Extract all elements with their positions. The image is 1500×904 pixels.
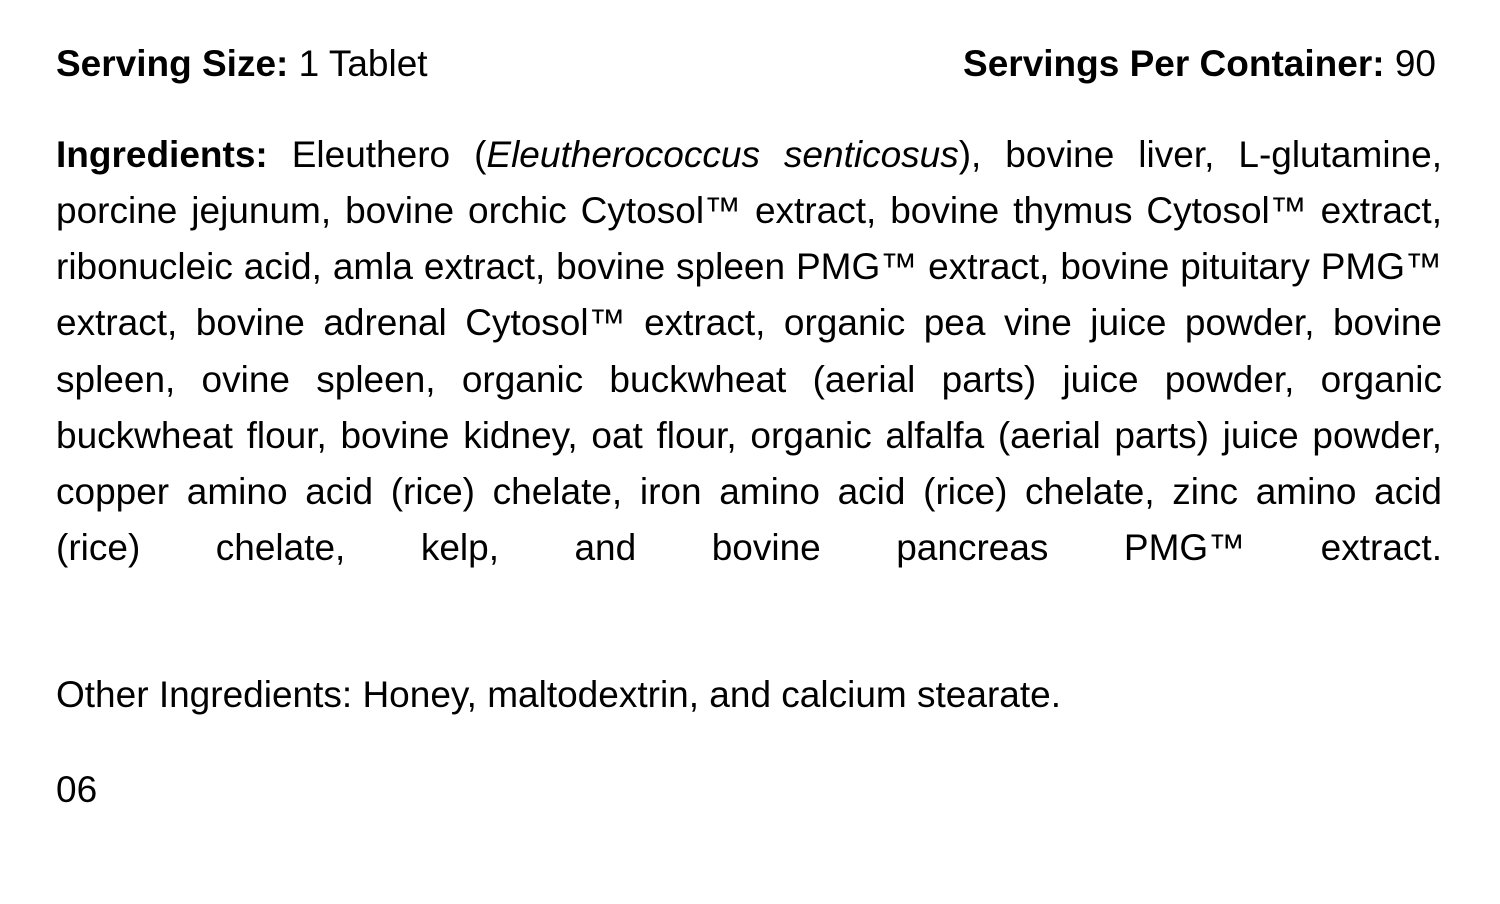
servings-per-container-value: 90	[1384, 43, 1436, 84]
serving-size	[56, 44, 428, 85]
servings-per-container	[963, 44, 1444, 85]
ingredients-text-after-scientific-name: ), bovine liver, L-glutamine, porcine jejunum, bovine orchic Cytosol™ extract, bovine thymus Cytosol™ extract, ribonucleic acid, amla extract, bovine spleen PMG™ extract, bovine pituitary PMG™ extract, bovine adrenal Cytosol™ extract, organic pea vine juice powder, bovine spleen, ovine spleen, organic buckwheat (aerial parts) juice powder, organic buckwheat flour, bovine kidney, oat flour, organic alfalfa (aerial parts) juice powder, copper amino acid (rice) chelate, iron amino acid (rice) chelate, zinc amino acid (rice) chelate, kelp, and bovine pancreas PMG™ extract.	[56, 133, 1442, 569]
ingredients-heading: Ingredients:	[56, 133, 268, 175]
ingredients-paragraph	[56, 127, 1444, 633]
serving-size-label: Serving Size:	[56, 43, 289, 84]
label-code: 06	[56, 769, 98, 811]
servings-per-container-label: Servings Per Container:	[963, 43, 1385, 84]
ingredients-text-before-scientific-name: Eleuthero (	[267, 133, 487, 175]
serving-size-value: 1 Tablet	[288, 43, 428, 84]
serving-info-row	[56, 44, 1444, 85]
scientific-name: Eleutherococcus senticosus	[486, 133, 959, 175]
other-ingredients-paragraph: Other Ingredients: Honey, maltodextrin, and calcium stearate.	[56, 673, 1061, 715]
